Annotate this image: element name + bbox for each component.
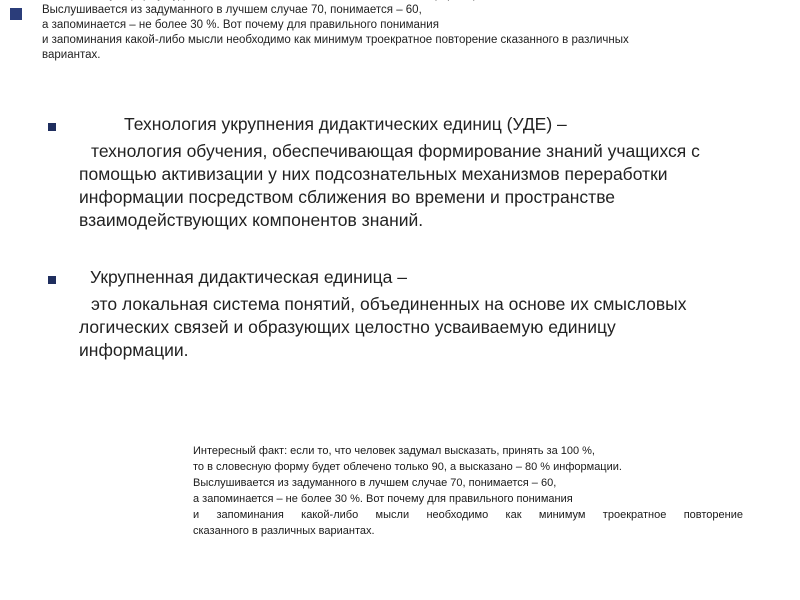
fact-line: то в словесную форму будет облечено только 90, а высказано – 80 % информации.	[193, 461, 622, 473]
bullet-definition	[48, 293, 708, 362]
fact-line: Выслушивается из задуманного в лучшем случае 70, понимается – 60,	[193, 477, 557, 489]
bullet-definition	[48, 140, 708, 232]
top-cutoff-fact-text	[42, 0, 762, 63]
fact-line: сказанного в различных вариантах.	[193, 525, 375, 537]
bullet-uder-technology	[48, 113, 708, 232]
bullet-enlarged-unit	[48, 266, 708, 362]
bullet-definition-text: технология обучения, обеспечивающая формирование знаний учащихся с помощью активизации у них подсознательных механизмов переработки информации посредством сближения во времени и пространстве взаимодействующих компонентов знаний.	[79, 141, 700, 230]
top-fragment-line: и запоминания какой-либо мысли необходимо как минимум троекратное повторение сказанного в различных	[42, 34, 629, 46]
bullet-term: Технология укрупнения дидактических единиц (УДЕ) –	[124, 114, 567, 134]
fact-line: и запоминания какой-либо мысли необходимо как минимум троекратное повторение	[193, 509, 743, 521]
corner-square-decoration	[10, 8, 22, 20]
bullet-square-icon	[48, 123, 56, 131]
top-fragment-line: Выслушивается из задуманного в лучшем случае 70, понимается – 60,	[42, 4, 422, 16]
top-fragment-line: вариантах.	[42, 49, 101, 61]
fact-line: а запоминается – не более 30 %. Вот почему для правильного понимания	[193, 493, 573, 505]
bullet-definition-text: это локальная система понятий, объединенных на основе их смысловых логических связей и образующих целостно усваиваемую единицу информации.	[79, 294, 687, 360]
bullet-square-icon	[48, 276, 56, 284]
top-fragment-line: а запоминается – не более 30 %. Вот почему для правильного понимания	[42, 19, 439, 31]
bullet-term: Укрупненная дидактическая единица –	[90, 267, 407, 287]
fact-line: Интересный факт: если то, что человек задумал высказать, принять за 100 %,	[193, 445, 595, 457]
interesting-fact-text	[193, 443, 743, 539]
